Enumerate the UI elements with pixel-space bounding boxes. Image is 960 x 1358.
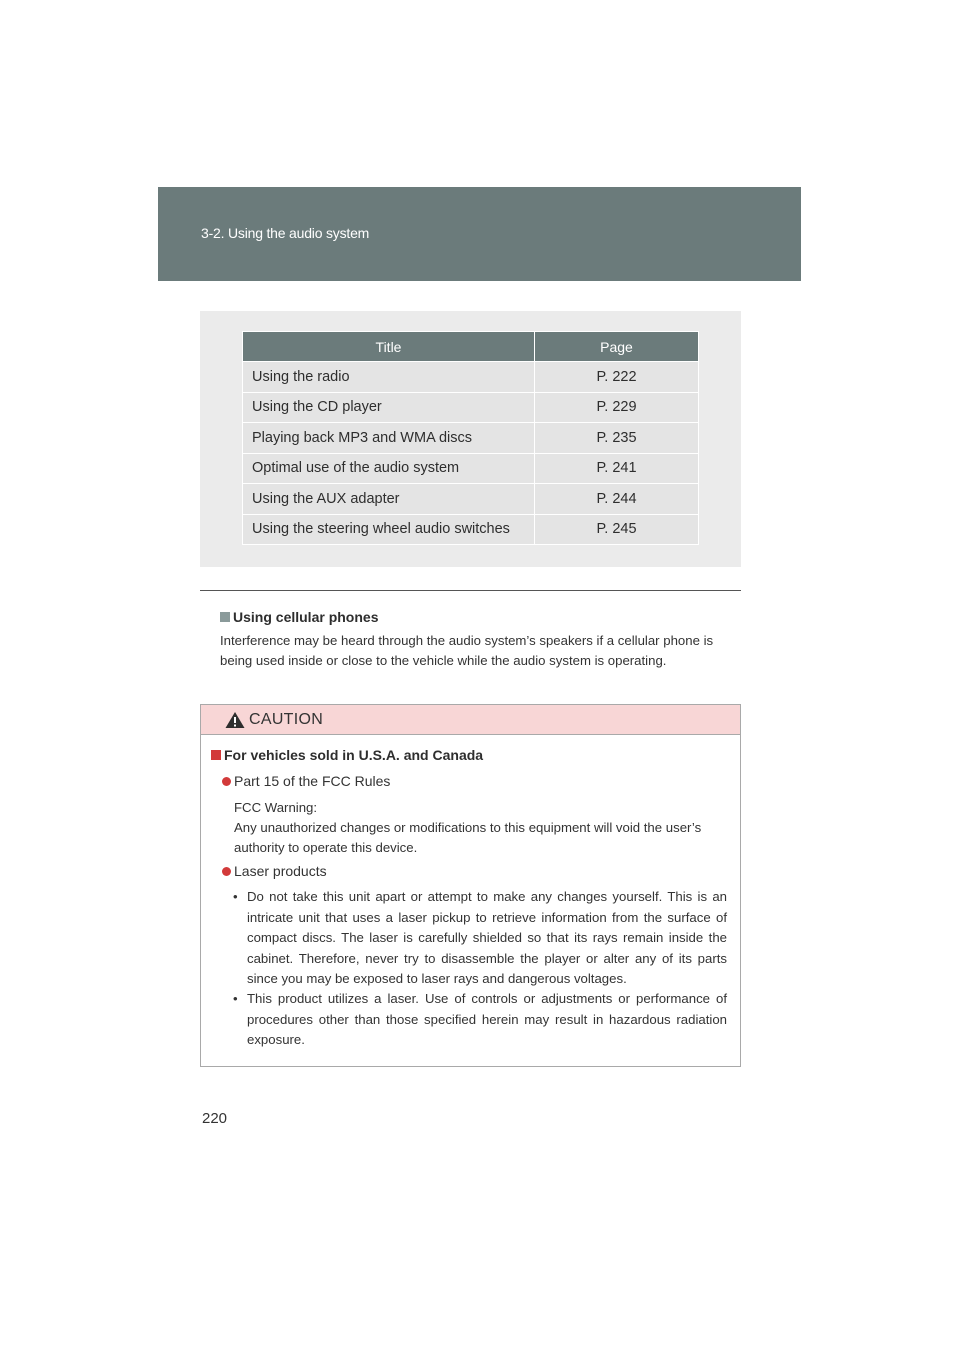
section-title: 3-2. Using the audio system: [201, 225, 370, 241]
fcc-warning-text: Any unauthorized changes or modifications to this equipment will void the user’s authority to operate this device.: [234, 820, 702, 855]
row-title: Optimal use of the audio system: [243, 453, 535, 484]
bullet-dot-icon: [222, 867, 231, 876]
caution-item-fcc: [222, 773, 390, 789]
row-page-ref[interactable]: P. 235: [535, 423, 699, 454]
row-title: Using the radio: [243, 362, 535, 393]
row-title: Using the steering wheel audio switches: [243, 514, 535, 545]
row-title: Using the CD player: [243, 392, 535, 423]
laser-subitem-text: This product utilizes a laser. Use of controls or adjustments or performance of procedures other than those specified herein may result in hazardous radiation exposure.: [247, 991, 727, 1047]
note-cellular-phones: [220, 609, 740, 671]
caution-item-laser: [222, 863, 327, 879]
page-number: 220: [202, 1110, 228, 1127]
row-page-ref[interactable]: P. 245: [535, 514, 699, 545]
sub-bullet-icon: •: [233, 889, 238, 904]
table-row: [243, 423, 699, 454]
caution-item-title: Part 15 of the FCC Rules: [234, 773, 391, 789]
row-page-ref[interactable]: P. 229: [535, 392, 699, 423]
row-title: Playing back MP3 and WMA discs: [243, 423, 535, 454]
note-heading-text: Using cellular phones: [233, 609, 379, 625]
caution-header: [201, 705, 740, 735]
row-title: Using the AUX adapter: [243, 484, 535, 515]
laser-subitem: [233, 887, 727, 990]
contents-table: [242, 331, 699, 545]
note-heading: [220, 609, 740, 625]
contents-panel: [200, 311, 741, 567]
caution-box: [200, 704, 741, 1067]
column-header-title: Title: [243, 332, 535, 362]
column-header-page: Page: [535, 332, 699, 362]
bullet-dot-icon: [222, 777, 231, 786]
square-bullet-icon: [211, 750, 221, 760]
fcc-warning-label: FCC Warning:: [234, 800, 318, 815]
caution-label: CAUTION: [249, 710, 324, 728]
section-header-band: [158, 187, 801, 281]
sub-bullet-icon: •: [233, 991, 238, 1006]
note-body: Interference may be heard through the audio system’s speakers if a cellular phone is being used inside or close to the vehicle while the audio system is operating.: [220, 633, 714, 668]
row-page-ref[interactable]: P. 222: [535, 362, 699, 393]
table-row: [243, 392, 699, 423]
caution-heading: [211, 747, 483, 763]
table-row: [243, 453, 699, 484]
square-bullet-icon: [220, 612, 230, 622]
row-page-ref[interactable]: P. 244: [535, 484, 699, 515]
section-divider: [200, 590, 741, 591]
caution-item-title: Laser products: [234, 863, 327, 879]
table-row: [243, 362, 699, 393]
row-page-ref[interactable]: P. 241: [535, 453, 699, 484]
warning-triangle-icon: [225, 711, 245, 729]
table-row: [243, 484, 699, 515]
table-header-row: [243, 332, 699, 362]
laser-subitem: [233, 989, 727, 1051]
caution-heading-text: For vehicles sold in U.S.A. and Canada: [224, 747, 484, 763]
laser-subitem-text: Do not take this unit apart or attempt to make any changes yourself. This is an intricate unit that uses a laser pickup to retrieve information from the surface of compact discs. The laser is carefully shielded so that its rays remain inside the cabinet. Therefore, never try to disassemble the player or alter any of its parts since you may be exposed to laser rays and dangerous voltages.: [247, 889, 727, 986]
table-row: [243, 514, 699, 545]
